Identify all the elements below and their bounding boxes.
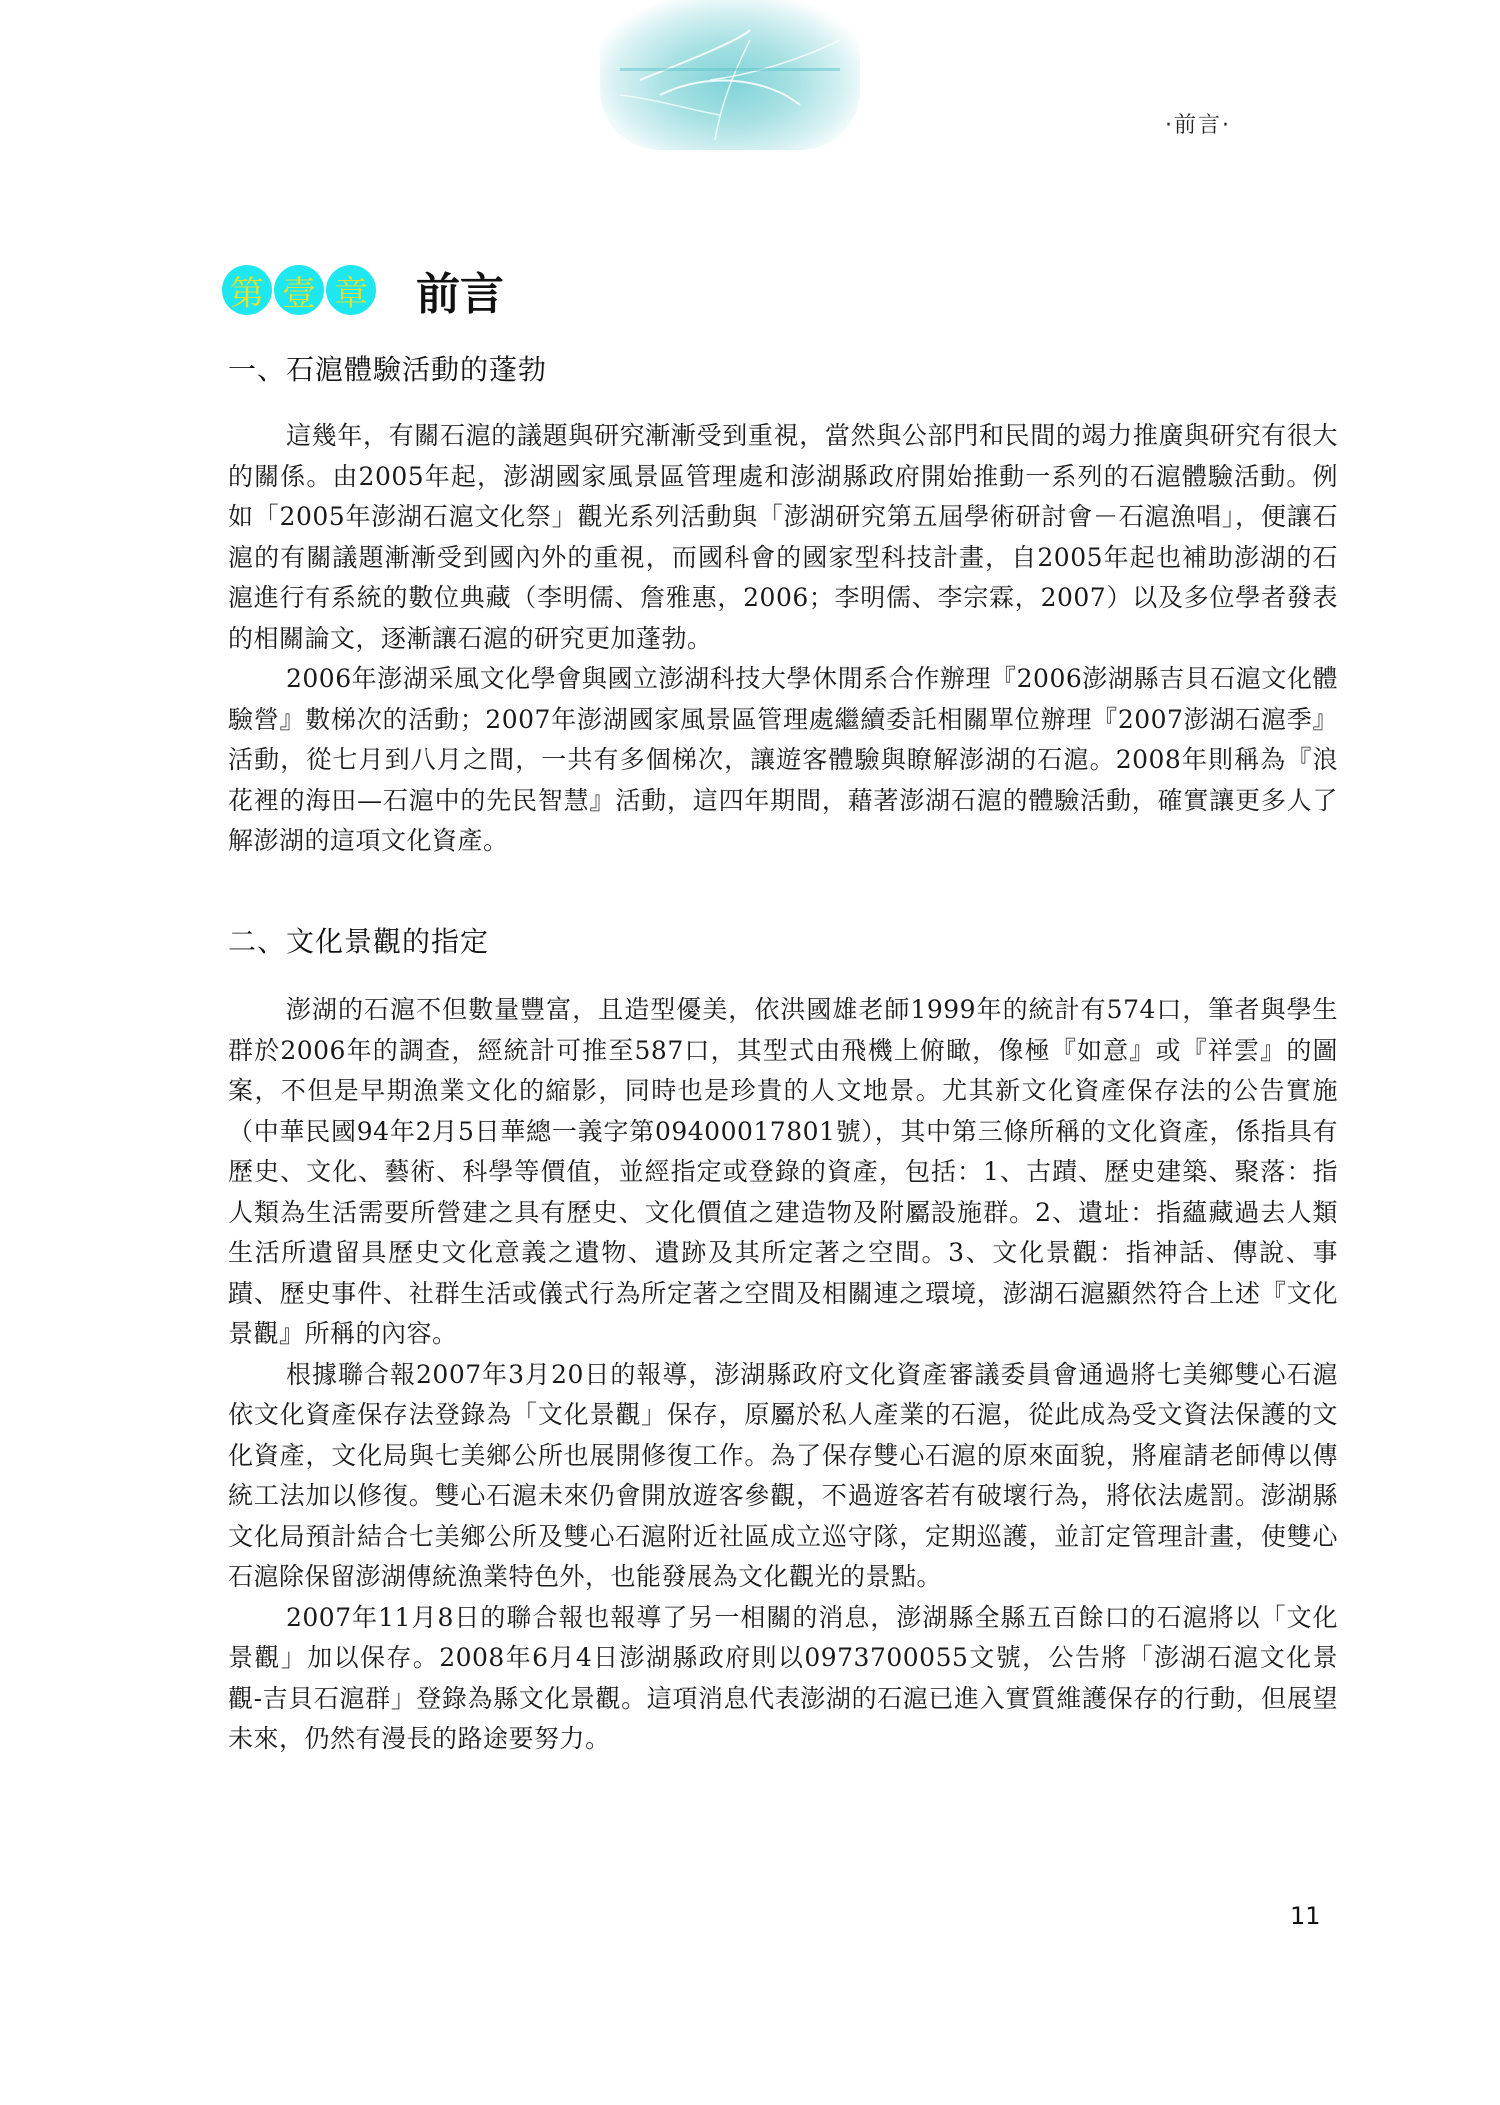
paragraph: 澎湖的石滬不但數量豐富，且造型優美，依洪國雄老師1999年的統計有574口，筆者與學生群於2006年的調查，經統計可推至587口，其型式由飛機上俯瞰，像極『如意』或『祥雲』的圖案，不但是早期漁業文化的縮影，同時也是珍貴的人文地景。尤其新文化資產保存法的公告實施（中華民國94年2月5日華總一義字第09400017801號），其中第三條所稱的文化資產，係指具有歷史、文化、藝術、科學等價值，並經指定或登錄的資產，包括：1、古蹟、歷史建築、聚落：指人類為生活需要所營建之具有歷史、文化價值之建造物及附屬設施群。2、遺址：指蘊藏過去人類生活所遺留具歷史文化意義之遺物、遺跡及其所定著之空間。3、文化景觀：指神話、傳說、事蹟、歷史事件、社群生活或儀式行為所定著之空間及相關連之環境，澎湖石滬顯然符合上述『文化景觀』所稱的內容。 bbox=[228, 995, 1338, 1348]
chapter-badge: 章 bbox=[326, 265, 376, 315]
paragraph: 2006年澎湖采風文化學會與國立澎湖科技大學休閒系合作辦理『2006澎湖縣吉貝石滬文化體驗營』數梯次的活動；2007年澎湖國家風景區管理處繼續委託相關單位辦理『2007澎湖石滬季』活動，從七月到八月之間，一共有多個梯次，讓遊客體驗與瞭解澎湖的石滬。2008年則稱為『浪花裡的海田—石滬中的先民智慧』活動，這四年期間，藉著澎湖石滬的體驗活動，確實讓更多人了解澎湖的這項文化資產。 bbox=[228, 664, 1338, 855]
section-body bbox=[228, 416, 1338, 862]
fishing-net-lines-icon bbox=[600, 0, 860, 150]
seascape-banner-image bbox=[600, 0, 860, 150]
running-header: ·前言· bbox=[1165, 113, 1231, 138]
section-heading: 一、石滬體驗活動的蓬勃 bbox=[228, 353, 548, 386]
page-number: 11 bbox=[1290, 1902, 1321, 1930]
chapter-heading bbox=[222, 258, 504, 322]
chapter-badge: 壹 bbox=[274, 265, 324, 315]
chapter-title: 前言 bbox=[416, 269, 504, 320]
chapter-badge: 第 bbox=[222, 265, 272, 315]
paragraph: 這幾年，有關石滬的議題與研究漸漸受到重視，當然與公部門和民間的竭力推廣與研究有很大的關係。由2005年起，澎湖國家風景區管理處和澎湖縣政府開始推動一系列的石滬體驗活動。例如「2005年澎湖石滬文化祭」觀光系列活動與「澎湖研究第五屆學術研討會－石滬漁唱」，便讓石滬的有關議題漸漸受到國內外的重視，而國科會的國家型科技計畫，自2005年起也補助澎湖的石滬進行有系統的數位典藏（李明儒、詹雅惠，2006；李明儒、李宗霖，2007）以及多位學者發表的相關論文，逐漸讓石滬的研究更加蓬勃。 bbox=[228, 421, 1338, 653]
section-body bbox=[228, 990, 1338, 1760]
section-heading: 二、文化景觀的指定 bbox=[228, 925, 490, 958]
paragraph: 2007年11月8日的聯合報也報導了另一相關的消息，澎湖縣全縣五百餘口的石滬將以「文化景觀」加以保存。2008年6月4日澎湖縣政府則以0973700055文號，公告將「澎湖石滬文化景觀-吉貝石滬群」登錄為縣文化景觀。這項消息代表澎湖的石滬已進入實質維護保存的行動，但展望未來，仍然有漫長的路途要努力。 bbox=[228, 1602, 1338, 1753]
paragraph: 根據聯合報2007年3月20日的報導，澎湖縣政府文化資產審議委員會通過將七美鄉雙心石滬依文化資產保存法登錄為「文化景觀」保存，原屬於私人產業的石滬，從此成為受文資法保護的文化資產，文化局與七美鄉公所也展開修復工作。為了保存雙心石滬的原來面貌，將雇請老師傅以傳統工法加以修復。雙心石滬未來仍會開放遊客參觀，不過遊客若有破壞行為，將依法處罰。澎湖縣文化局預計結合七美鄉公所及雙心石滬附近社區成立巡守隊，定期巡護，並訂定管理計畫，使雙心石滬除保留澎湖傳統漁業特色外，也能發展為文化觀光的景點。 bbox=[228, 1359, 1338, 1591]
